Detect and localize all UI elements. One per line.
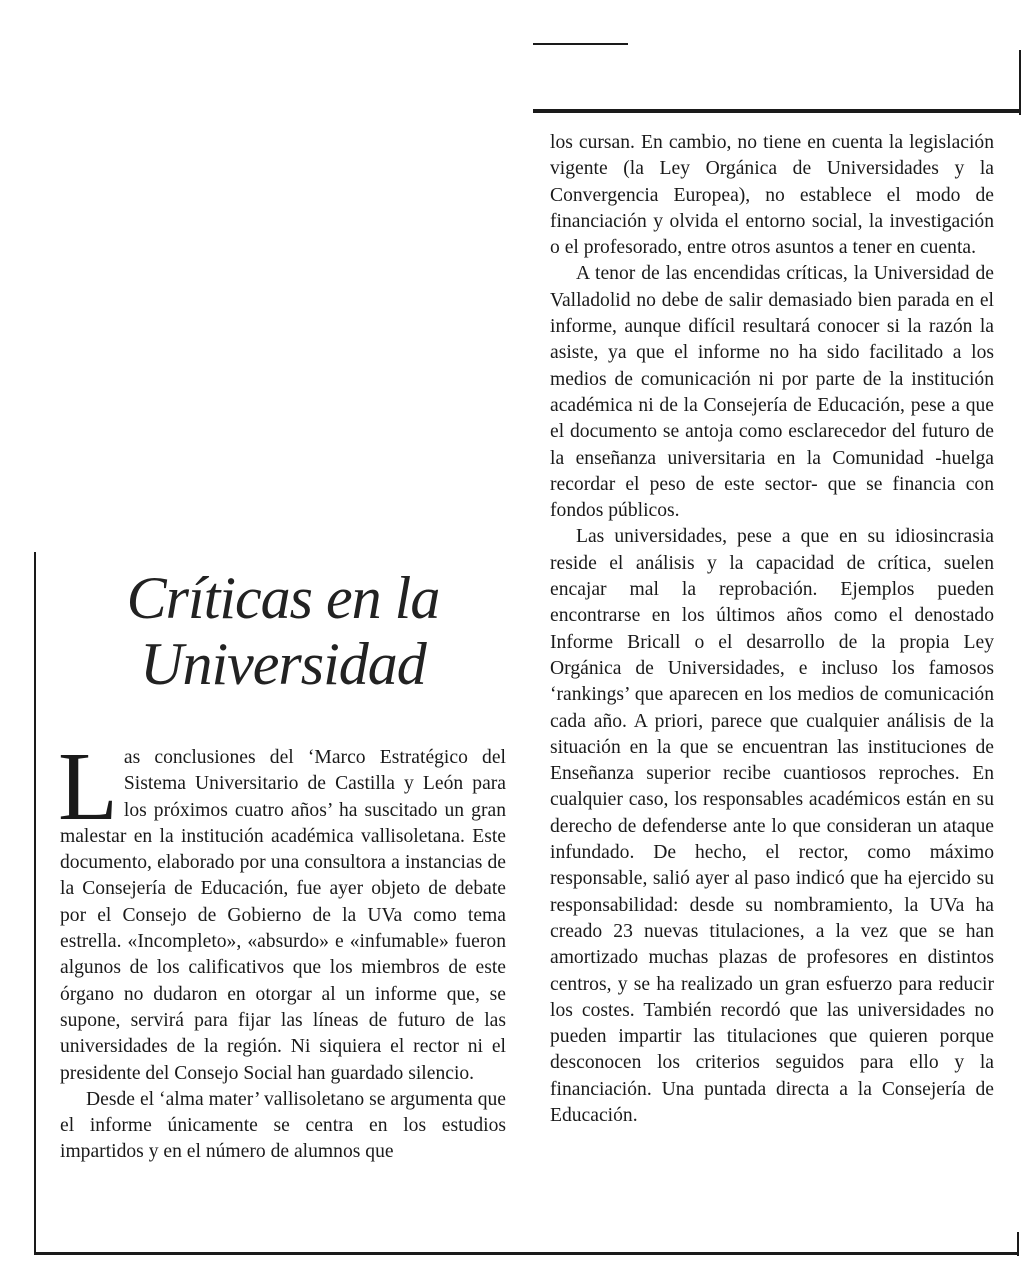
top-thick-rule <box>533 109 1021 113</box>
left-paragraph-1-text: as conclusiones del ‘Marco Estratégico del Sistema Universitario de Castilla y León para los próximos cuatro años’ ha suscitado un gran malestar en la institución académica vallisoletana. Este documento, elaborado por una consultora a instancias de la Consejería de Educación, fue ayer objeto de debate por el Consejo de Gobierno de la UVa como tema estrella. «Incompleto», «absurdo» e «infumable» fueron algunos de los calificativos que los miembros de este órgano no dudaron en otorgar al un informe que, se supone, servirá para fijar las líneas de futuro de las universidades de la región. Ni siquiera el rector ni el presidente del Consejo Social han guardado silencio. <box>60 747 506 1084</box>
drop-cap: L <box>58 733 118 841</box>
left-paragraph-2: Desde el ‘alma mater’ vallisoletano se argumenta que el informe únicamente se centra en los estudios impartidos y en el número de alumnos que <box>60 1088 506 1163</box>
article-title: Críticas en la Universidad <box>126 565 440 697</box>
top-short-rule <box>533 43 628 45</box>
right-column <box>550 130 994 1129</box>
bottom-thick-rule <box>34 1252 1019 1255</box>
right-paragraph-1: los cursan. En cambio, no tiene en cuenta la legislación vigente (la Ley Orgánica de Universidades y la Convergencia Europea), no establece el modo de financiación y olvida el entorno social, la investigación o el profesorado, entre otros asuntos a tener en cuenta. <box>550 132 994 259</box>
left-box-rule <box>34 552 36 1252</box>
right-paragraph-3: Las universidades, pese a que en su idiosincrasia reside el análisis y la capacidad de crítica, suelen encajar mal la reprobación. Ejemplos pueden encontrarse en los últimos años como el denostado Informe Bricall o el desarrollo de la propia Ley Orgánica de Universidades, e incluso los famosos ‘rankings’ que aparecen en los medios de comunicación cada año. A priori, parece que cualquier análisis de la situación en la que se encuentran las instituciones de Enseñanza superior recibe cuantiosos reproches. En cualquier caso, los responsables académicos están en su derecho de defenderse ante lo que consideran un ataque infundado. De hecho, el rector, como máximo responsable, salió ayer al paso indicó que ha ejercido su responsabilidad: desde su nombramiento, la UVa ha creado 23 nuevas titulaciones, a la vez que se han amortizado muchas plazas de profesores en distintos centros, y se ha realizado un gran esfuerzo para reducir los costes. También recordó que las universidades no pueden impartir las titulaciones que quieren porque desconocen los criterios seguidos para ello y la financiación. Una puntada directa a la Consejería de Educación. <box>550 526 994 1126</box>
bottom-right-tick <box>1017 1232 1019 1256</box>
right-border-rule <box>1019 50 1021 115</box>
right-paragraph-2: A tenor de las encendidas críticas, la Universidad de Valladolid no debe de salir demasiado bien parada en el informe, aunque difícil resultará conocer si la razón la asiste, ya que el informe no ha sido facilitado a los medios de comunicación ni por parte de la institución académica ni de la Consejería de Educación, pese a que el documento se antoja como esclarecedor del futuro de la enseñanza universitaria en la Comunidad -huelga recordar el peso de este sector- que se financia con fondos públicos. <box>550 263 994 522</box>
left-column <box>58 733 506 1166</box>
left-paragraph-1 <box>58 733 506 1087</box>
